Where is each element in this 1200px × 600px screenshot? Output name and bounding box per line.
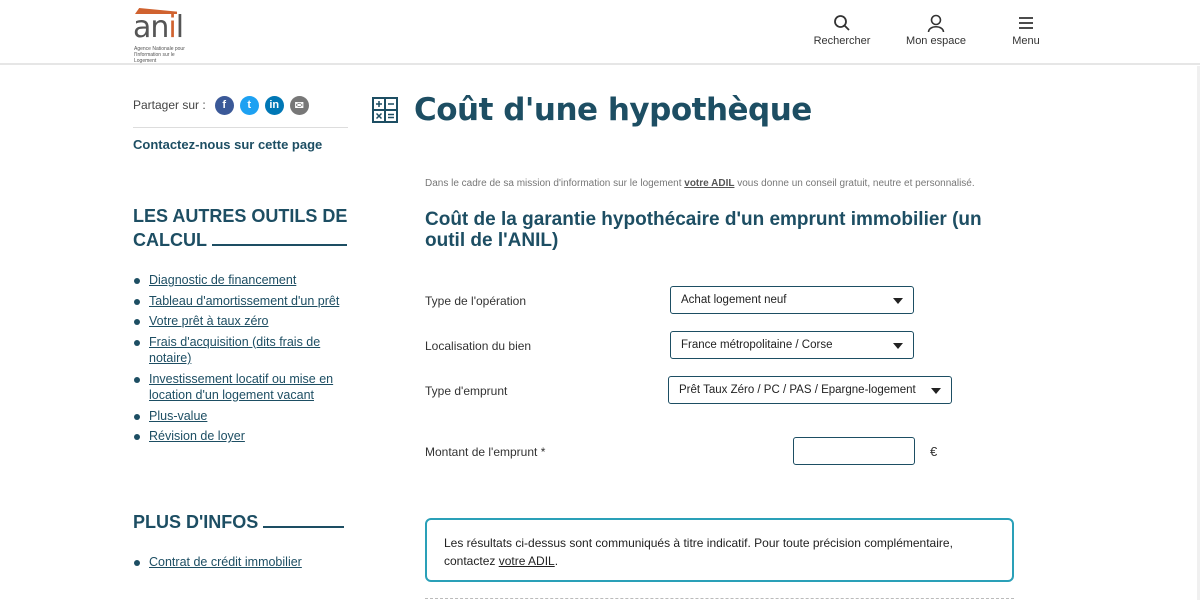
page-title (372, 92, 812, 128)
user-icon (927, 14, 945, 32)
tool-link[interactable]: Révision de loyer (149, 429, 245, 443)
currency-label: € (930, 444, 938, 459)
tool-link[interactable]: Tableau d'amortissement d'un prêt (149, 293, 340, 308)
list-item (133, 334, 348, 367)
email-icon[interactable]: ✉ (290, 96, 309, 115)
operation-type-label: Type de l'opération (425, 294, 527, 308)
search-label: Rechercher (813, 35, 871, 47)
list-item (133, 371, 348, 404)
loan-type-select[interactable]: Prêt Taux Zéro / PC / PAS / Epargne-logement (668, 376, 952, 404)
other-tools-section (133, 204, 348, 449)
tool-subtitle: Coût de la garantie hypothécaire d'un emprunt immobilier (un outil de l'ANIL) (425, 209, 982, 251)
notice-end: . (554, 554, 559, 568)
my-space-button[interactable] (903, 14, 969, 47)
share-label: Partager sur : (133, 98, 206, 112)
list-item (133, 408, 348, 425)
tool-link[interactable]: Plus-value (149, 408, 208, 423)
share-bar (133, 96, 348, 114)
location-select[interactable]: France métropolitaine / Corse (670, 331, 914, 359)
heading-text: PLUS D'INFOS (133, 512, 259, 532)
linkedin-icon[interactable]: in (265, 96, 284, 115)
divider (425, 598, 1014, 599)
logo-subtitle: Agence Nationale pour l'Information sur le Logement (134, 46, 185, 64)
heading-underline (212, 244, 347, 246)
intro-before: Dans le cadre de sa mission d'information sur le logement (425, 178, 685, 189)
tool-link[interactable]: Diagnostic de financement (149, 273, 297, 287)
site-header (0, 0, 1200, 65)
location-label: Localisation du bien (425, 339, 532, 353)
page-heading: Coût d'une hypothèque (414, 92, 812, 128)
more-info-heading (133, 510, 348, 534)
other-tools-heading (133, 204, 348, 252)
logo-word: anil (133, 10, 184, 45)
adil-link[interactable]: votre ADIL (498, 554, 555, 568)
adil-link[interactable]: votre ADIL (684, 178, 735, 189)
list-item (133, 554, 348, 571)
amount-label: Montant de l'emprunt * (425, 445, 546, 459)
intro-text (425, 178, 975, 189)
search-button[interactable] (812, 14, 872, 47)
more-info-section (133, 510, 348, 575)
menu-icon (1017, 14, 1035, 32)
heading-line-2: CALCUL (133, 230, 207, 250)
infos-list (133, 554, 348, 571)
amount-input[interactable] (793, 437, 915, 465)
calculator-icon (372, 97, 398, 123)
my-space-label: Mon espace (906, 35, 966, 47)
tools-list (133, 272, 348, 445)
notice-box (425, 518, 1014, 582)
tool-link[interactable]: Investissement locatif ou mise en location d'un logement vacant (149, 371, 334, 402)
menu-label: Menu (1012, 35, 1040, 47)
search-icon (833, 14, 851, 32)
notice-text: Les résultats ci-dessus sont communiqués à titre indicatif. Pour toute précision complémentaire, contactez (444, 536, 953, 568)
heading-underline (263, 526, 344, 528)
menu-button[interactable] (1006, 14, 1046, 47)
list-item (133, 428, 348, 445)
intro-after: vous donne un conseil gratuit, neutre et personnalisé. (734, 178, 975, 189)
contact-link[interactable]: Contactez-nous sur cette page (133, 137, 323, 152)
operation-type-select[interactable]: Achat logement neuf (670, 286, 914, 314)
list-item (133, 272, 348, 289)
loan-type-label: Type d'emprunt (425, 384, 508, 398)
info-link[interactable]: Contrat de crédit immobilier (149, 555, 302, 569)
divider (133, 127, 348, 128)
tool-link[interactable]: Votre prêt à taux zéro (149, 314, 269, 328)
twitter-icon[interactable]: t (240, 96, 259, 115)
facebook-icon[interactable]: f (215, 96, 234, 115)
list-item (133, 293, 348, 310)
tool-link[interactable]: Frais d'acquisition (dits frais de notaire) (149, 334, 321, 365)
heading-line-1: LES AUTRES OUTILS DE (133, 206, 348, 226)
list-item (133, 313, 348, 330)
